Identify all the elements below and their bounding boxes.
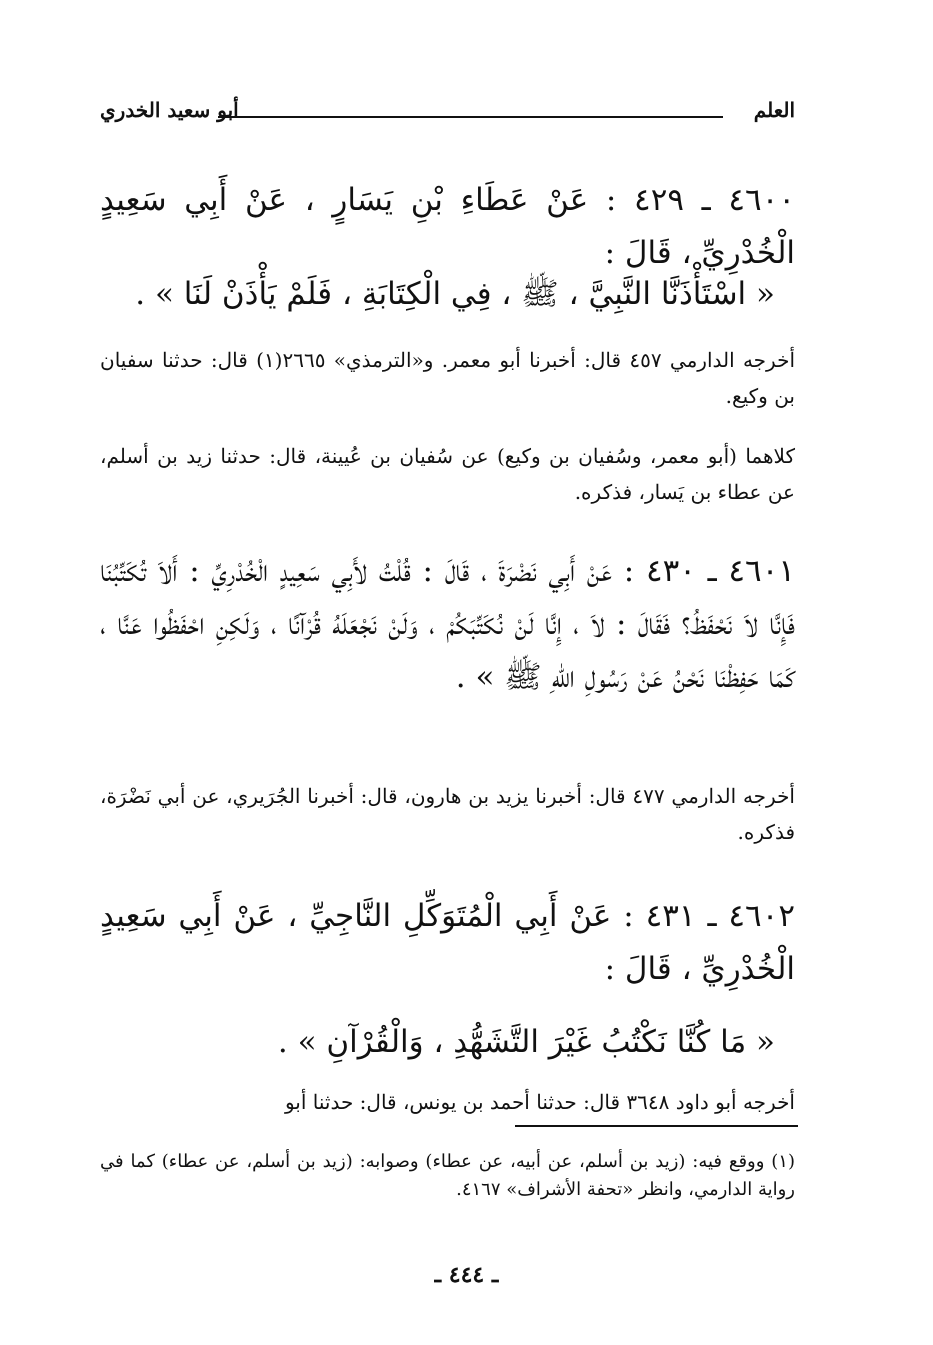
header-rule (218, 116, 723, 118)
hadith-4602-takhrij: أخرجه أبو داود ٣٦٤٨ قال: حدثنا أحمد بن يونس، قال: حدثنا أبو (284, 1090, 795, 1114)
hadith-4601-takhrij: أخرجه الدارمي ٤٧٧ قال: أخبرنا يزيد بن هارون، قال: أخبرنا الجُرَيري، عن أبي نَضْرَة، فذكره. (100, 784, 795, 844)
hadith-4600-isnad: ٤٦٠٠ ـ ٤٢٩ : عَنْ عَطَاءِ بْنِ يَسَارٍ ، عَنْ أَبِي سَعِيدٍ الْخُدْرِيِّ ، قَالَ : (100, 182, 795, 271)
footnote-rule (515, 1125, 798, 1127)
hadith-4600-matn: « اسْتَأْذَنَّا النَّبِيَّ ، ﷺ ، فِي الْكِتَابَةِ ، فَلَمْ يَأْذَنْ لَنَا » . (135, 276, 775, 312)
running-header (100, 96, 795, 130)
hadith-4601-text: ٤٦٠١ ـ ٤٣٠ : عَنْ أَبِي نَضْرَةَ ، قَالَ : قُلْتُ لأَبِي سَعِيدٍ الْخُدْرِيِّ : أَلاَ تُكَتِّبُنَا فَإِنَّا لاَ نَحْفَظُ؟ فَقَالَ : لاَ ، إِنَّا لَنْ نُكَتِّبَكُمْ ، وَلَنْ نَجْعَلَهُ قُرْآنًا ، وَلَكِنِ احْفَظُوا عَنَّا ، كَمَا حَفِظْنَا نَحْنُ عَنْ رَسُولِ اللهِ ﷺ » . (100, 553, 795, 695)
hadith-4602-isnad: ٤٦٠٢ ـ ٤٣١ : عَنْ أَبِي الْمُتَوَكِّلِ النَّاجِيِّ ، عَنْ أَبِي سَعِيدٍ الْخُدْرِيِّ ، قَالَ : (100, 898, 796, 987)
page-number: ـ ٤٤٤ ـ (434, 1262, 499, 1288)
companion-title: أبو سعيد الخدري (100, 98, 239, 122)
hadith-4600-takhrij-2: كلاهما (أبو معمر، وسُفيان بن وكيع) عن سُفيان بن عُيينة، قال: حدثنا زيد بن أسلم، عن عطاء بن يَسار، فذكره. (100, 444, 795, 504)
footnote-1: (١) ووقع فيه: (زيد بن أسلم، عن أبيه، عن عطاء) وصوابه: (زيد بن أسلم، عن عطاء) كما في رواية الدارمي، وانظر «تحفة الأشراف» ٤١٦٧. (100, 1151, 795, 1200)
hadith-4600-takhrij-1: أخرجه الدارمي ٤٥٧ قال: أخبرنا أبو معمر. و«الترمذي» ٢٦٦٥(١) قال: حدثنا سفيان بن وكيع. (100, 348, 795, 408)
chapter-title: العلم (753, 98, 795, 122)
hadith-4602-matn: « مَا كُنَّا نَكْتُبُ غَيْرَ التَّشَهُّدِ ، وَالْقُرْآنِ » . (277, 1024, 775, 1060)
